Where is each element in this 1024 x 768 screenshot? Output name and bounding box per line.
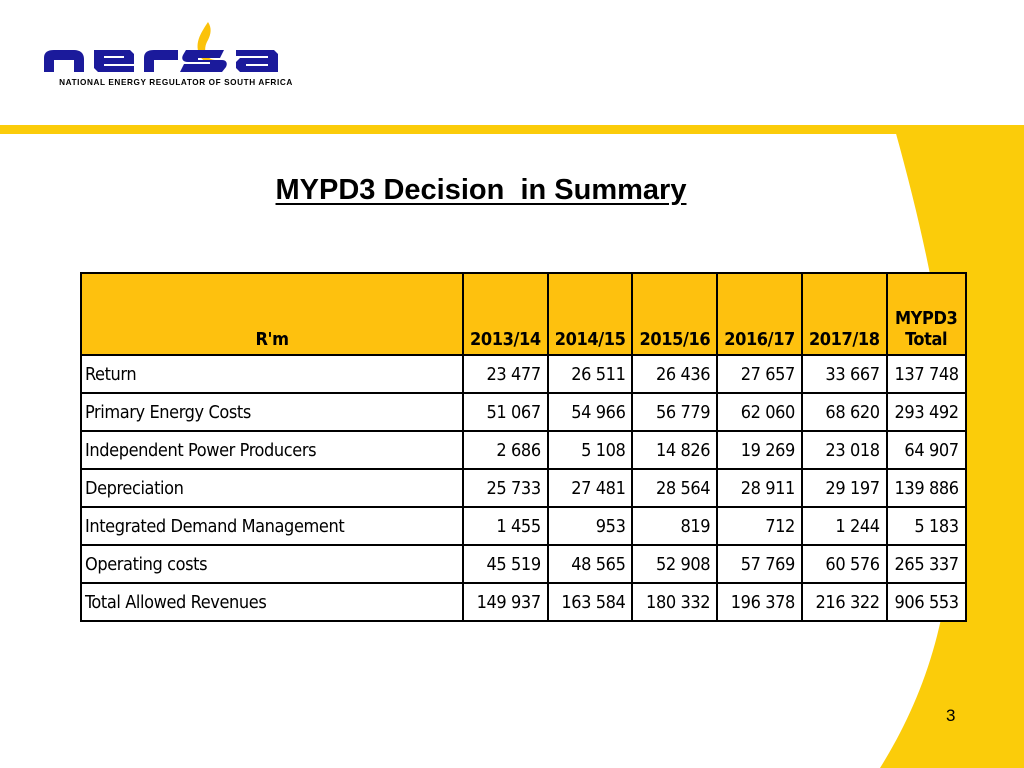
table-row <box>81 431 966 469</box>
value-cell: 45 519 <box>463 545 548 583</box>
row-label: Return <box>81 355 463 393</box>
column-header: 2015/16 <box>632 273 717 355</box>
value-cell: 54 966 <box>548 393 633 431</box>
row-label: Operating costs <box>81 545 463 583</box>
column-header: MYPD3 Total <box>887 273 966 355</box>
column-header: 2016/17 <box>717 273 802 355</box>
value-cell: 29 197 <box>802 469 887 507</box>
value-cell: 51 067 <box>463 393 548 431</box>
nersa-logo <box>40 20 310 112</box>
value-cell: 819 <box>632 507 717 545</box>
value-cell: 5 108 <box>548 431 633 469</box>
logo-tagline: NATIONAL ENERGY REGULATOR OF SOUTH AFRICA <box>59 78 293 87</box>
column-header: 2014/15 <box>548 273 633 355</box>
page-number: 3 <box>946 706 956 725</box>
row-label: Independent Power Producers <box>81 431 463 469</box>
value-cell: 265 337 <box>887 545 966 583</box>
value-cell: 180 332 <box>632 583 717 621</box>
value-cell: 48 565 <box>548 545 633 583</box>
value-cell: 149 937 <box>463 583 548 621</box>
row-label: Primary Energy Costs <box>81 393 463 431</box>
value-cell: 23 018 <box>802 431 887 469</box>
value-cell: 57 769 <box>717 545 802 583</box>
value-cell: 27 657 <box>717 355 802 393</box>
table-header-row <box>81 273 966 355</box>
header-stripe <box>0 125 1024 134</box>
value-cell: 5 183 <box>887 507 966 545</box>
column-header-label: R'm <box>81 273 463 355</box>
value-cell: 953 <box>548 507 633 545</box>
value-cell: 28 911 <box>717 469 802 507</box>
table-row <box>81 545 966 583</box>
value-cell: 906 553 <box>887 583 966 621</box>
value-cell: 1 244 <box>802 507 887 545</box>
value-cell: 68 620 <box>802 393 887 431</box>
value-cell: 26 436 <box>632 355 717 393</box>
column-header: 2013/14 <box>463 273 548 355</box>
value-cell: 2 686 <box>463 431 548 469</box>
row-label: Depreciation <box>81 469 463 507</box>
table-row <box>81 355 966 393</box>
table-row <box>81 507 966 545</box>
value-cell: 25 733 <box>463 469 548 507</box>
value-cell: 28 564 <box>632 469 717 507</box>
value-cell: 19 269 <box>717 431 802 469</box>
value-cell: 163 584 <box>548 583 633 621</box>
value-cell: 196 378 <box>717 583 802 621</box>
value-cell: 64 907 <box>887 431 966 469</box>
table-row <box>81 393 966 431</box>
value-cell: 293 492 <box>887 393 966 431</box>
value-cell: 23 477 <box>463 355 548 393</box>
value-cell: 27 481 <box>548 469 633 507</box>
value-cell: 139 886 <box>887 469 966 507</box>
value-cell: 60 576 <box>802 545 887 583</box>
page-title: MYPD3 Decision in Summary <box>275 174 687 206</box>
summary-table <box>80 272 967 622</box>
column-header: 2017/18 <box>802 273 887 355</box>
value-cell: 52 908 <box>632 545 717 583</box>
row-label: Integrated Demand Management <box>81 507 463 545</box>
value-cell: 14 826 <box>632 431 717 469</box>
value-cell: 216 322 <box>802 583 887 621</box>
table-row <box>81 469 966 507</box>
table-row <box>81 583 966 621</box>
value-cell: 56 779 <box>632 393 717 431</box>
value-cell: 62 060 <box>717 393 802 431</box>
row-label: Total Allowed Revenues <box>81 583 463 621</box>
value-cell: 1 455 <box>463 507 548 545</box>
value-cell: 26 511 <box>548 355 633 393</box>
value-cell: 137 748 <box>887 355 966 393</box>
value-cell: 33 667 <box>802 355 887 393</box>
value-cell: 712 <box>717 507 802 545</box>
